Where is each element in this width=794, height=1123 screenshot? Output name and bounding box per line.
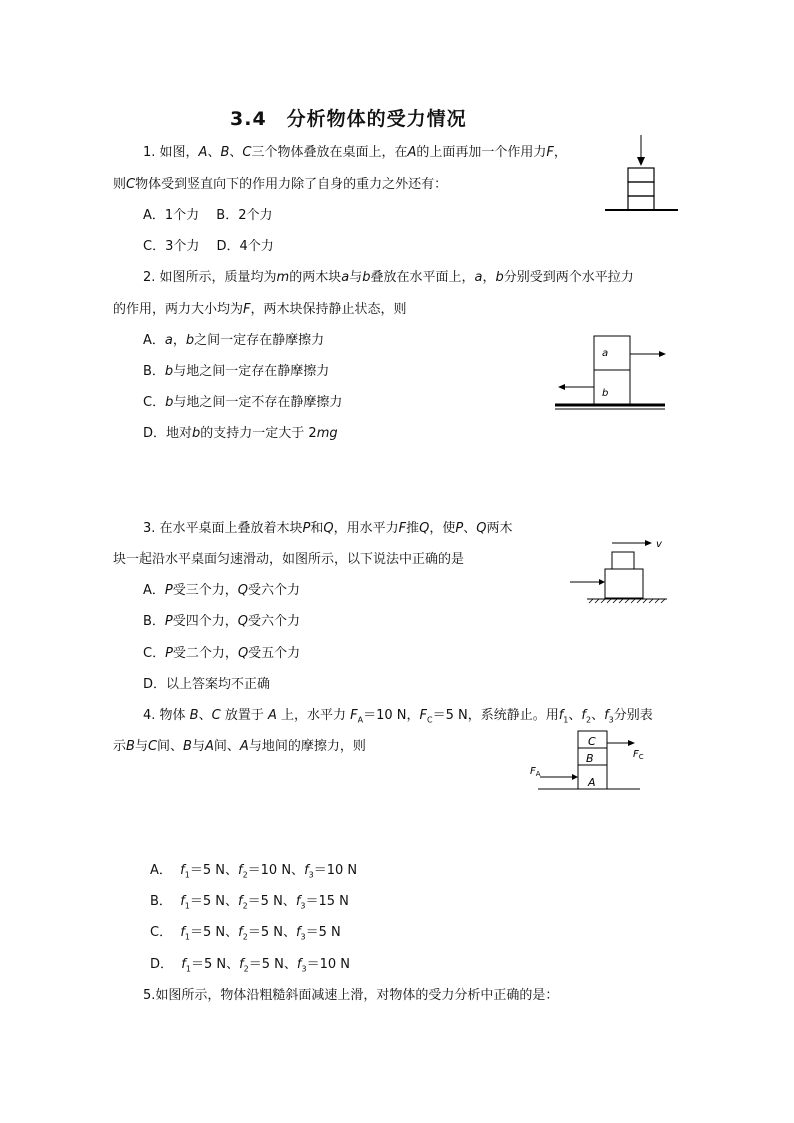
q1-stem-line1: 1. 如图，A、B、C三个物体叠放在桌面上，在A的上面再加一个作用力F， [143,145,567,160]
q2-stem-line2: 的作用，两力大小均为F，两木块保持静止状态，则 [113,302,407,317]
q4-option-d: D． $f_1=5$ N、$f_2=5$ N、$f_3=10$ N [150,957,350,974]
q4-label-a: A [588,776,596,789]
q3-push-force-head [599,579,605,585]
q4-fc-head [628,740,635,746]
q2-force-right-head [659,351,666,357]
q1-options-row2: C．3个力 D．4个力 [143,239,274,254]
q4-label-fc: $F_C$ [633,749,644,761]
q4-stem-line2: 示B与C间、B与A间、A与地间的摩擦力，则 [113,739,366,754]
q1-options-row1: A．1个力 B．2个力 [143,208,273,223]
q4-option-a: A． $f_1=5$ N、$f_2=10$ N、$f_3=10$ N [150,863,358,880]
q2-option-c: C．b与地之间一定不存在静摩擦力 [143,395,343,410]
q1-force-arrowhead [637,157,645,166]
q2-figure [555,334,670,414]
q1-block-c [628,196,654,210]
q4-option-c: C． $f_1=5$ N、$f_2=5$ N、$f_3=5$ N [150,925,341,942]
q3-option-c: C．P受二个力，Q受五个力 [143,646,301,661]
q3-option-d: D．以上答案均不正确 [143,677,271,692]
q3-table-hatch [589,599,665,603]
q3-label-v: v [656,539,662,550]
q4-label-c: C [588,735,596,748]
q3-option-b: B．P受四个力，Q受六个力 [143,614,301,629]
q2-block-b [594,370,630,404]
q2-label-b: b [602,388,609,399]
q1-block-b [628,182,654,196]
q4-figure [528,729,643,794]
q3-option-a: A．P受三个力，Q受六个力 [143,583,301,598]
q4-fa-head [572,774,578,780]
q2-force-left-head [558,384,565,390]
q4-label-b: B [586,752,594,765]
q4-option-b: B． $f_1=5$ N、$f_2=5$ N、$f_3=15$ N [150,894,349,911]
q5-stem-line1: 5.如图所示，物体沿粗糙斜面减速上滑，对物体的受力分析中正确的是： [143,988,559,1003]
q4-label-fa: $F_A$ [530,766,541,778]
q3-block-q [605,569,643,598]
q2-option-d: D．地对b的支持力一定大于 2mg [143,426,338,441]
q1-block-a [628,168,654,182]
q2-option-a: A．a，b之间一定存在静摩擦力 [143,333,325,348]
q3-velocity-head [645,540,652,546]
q2-option-b: B．b与地之间一定存在静摩擦力 [143,364,330,379]
q3-figure [565,535,675,605]
q1-figure [600,135,685,215]
page-title: 3.4 分析物体的受力情况 [230,108,467,130]
q3-stem-line2: 块一起沿水平桌面匀速滑动，如图所示，以下说法中正确的是 [113,552,465,567]
q2-label-a: a [602,348,609,359]
q3-stem-line1: 3. 在水平桌面上叠放着木块P和Q，用水平力F推Q，使P、Q两木 [143,521,513,536]
q4-stem-line1: 4. 物体 B、C 放置于 A 上，水平力 $F_A=10$ N，$F_C=5$ N，系统静止。用$f_1$、$f_2$、$f_3$分别表 [143,708,653,725]
q2-block-a [594,336,630,370]
q2-stem-line1: 2. 如图所示，质量均为m的两木块a与b叠放在水平面上，a，b分别受到两个水平拉力 [143,270,634,285]
q3-block-p [612,552,634,569]
q1-stem-line2: 则C物体受到竖直向下的作用力除了自身的重力之外还有： [113,177,448,192]
